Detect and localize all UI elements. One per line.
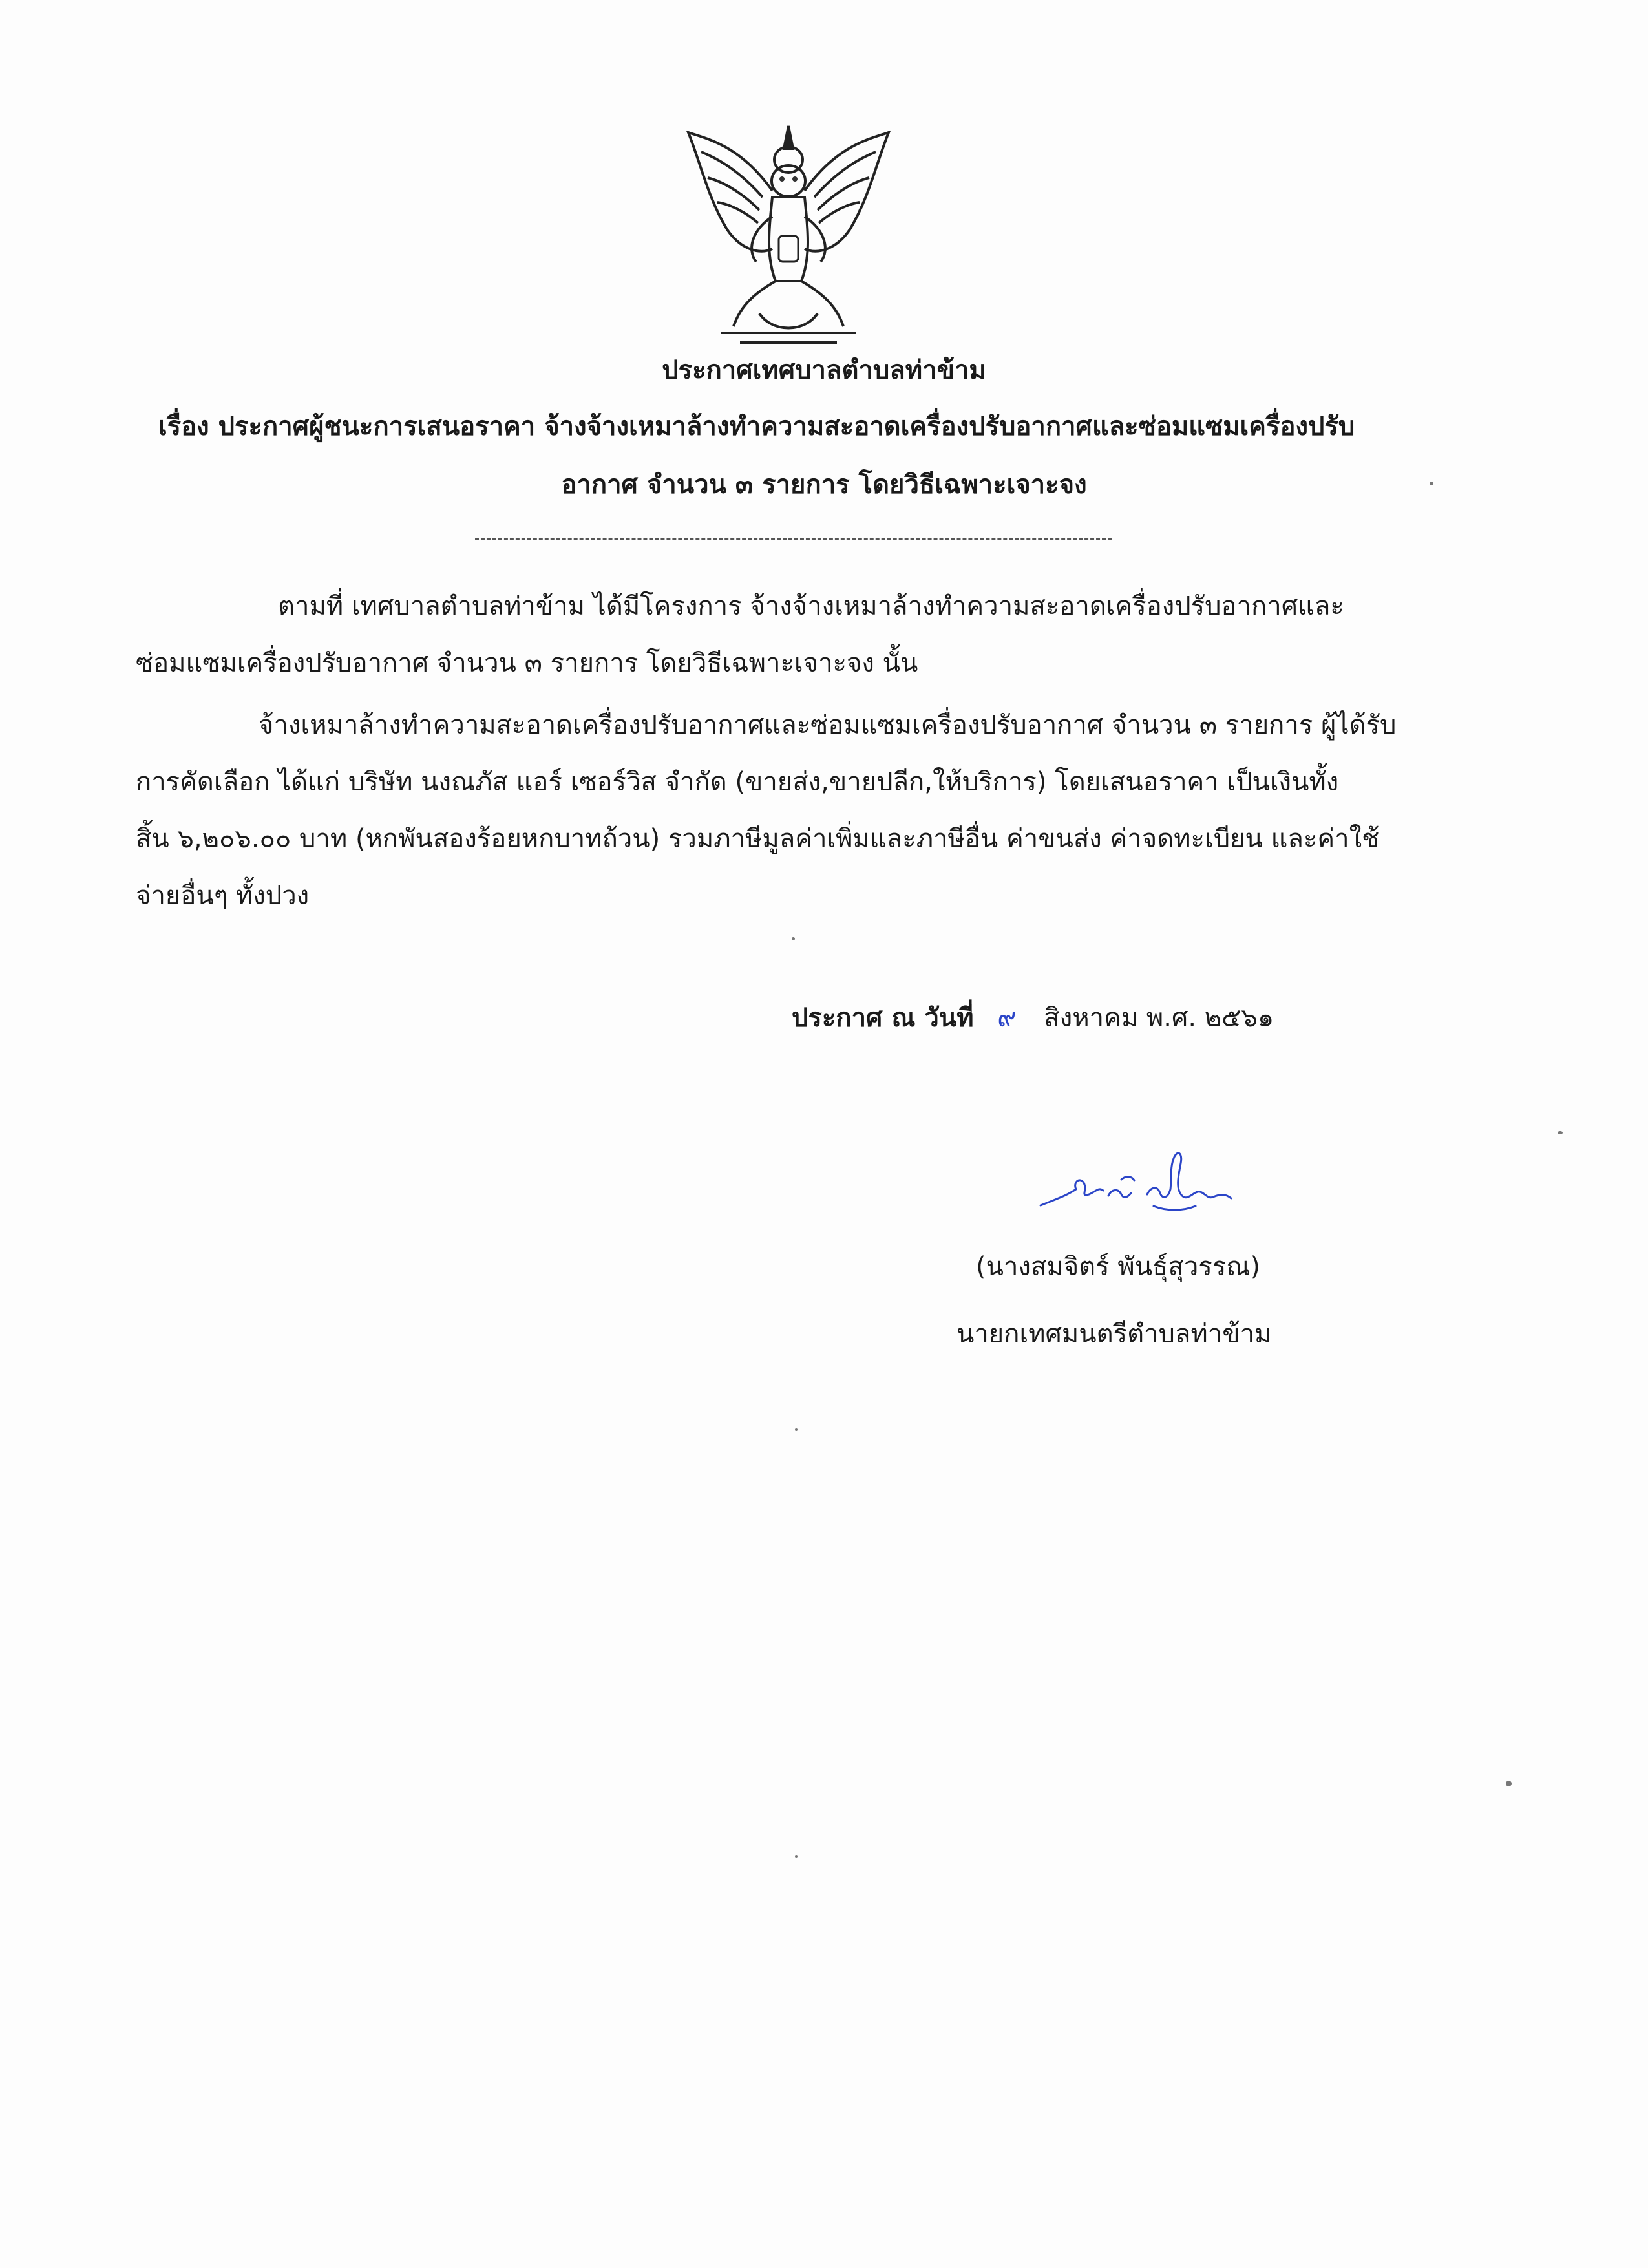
divider-line: [475, 538, 1112, 540]
paragraph-2-line-4: จ่ายอื่นๆ ทั้งปวง: [136, 881, 310, 911]
signatory-position: นายกเทศมนตรีตำบลท่าข้าม: [956, 1319, 1272, 1349]
scan-speck: [792, 937, 795, 940]
garuda-emblem: [682, 120, 895, 349]
scan-speck: [795, 1428, 798, 1431]
subject-line-2: อากาศ จำนวน ๓ รายการ โดยวิธีเฉพาะเจาะจง: [561, 470, 1087, 500]
paragraph-1-line-2: ซ่อมแซมเครื่องปรับอากาศ จำนวน ๓ รายการ โดยวิธีเฉพาะเจาะจง นั้น: [136, 648, 918, 678]
scan-speck: [1430, 482, 1433, 485]
paragraph-2-line-3: สิ้น ๖,๒๐๖.๐๐ บาท (หกพันสองร้อยหกบาทถ้วน) รวมภาษีมูลค่าเพิ่มและภาษีอื่น ค่าขนส่ง ค่าจดทะเบียน และค่าใช้: [136, 824, 1380, 854]
scan-speck: [795, 1855, 798, 1858]
document-title: ประกาศเทศบาลตำบลท่าข้าม: [662, 355, 986, 385]
scan-speck: [1506, 1781, 1512, 1786]
date-day: ๙: [997, 1003, 1017, 1033]
scan-speck: [1558, 1131, 1563, 1134]
date-prefix: ประกาศ ณ วันที่: [792, 1003, 974, 1033]
paragraph-2-line-2: การคัดเลือก ได้แก่ บริษัท นงณภัส แอร์ เซอร์วิส จำกัด (ขายส่ง,ขายปลีก,ให้บริการ) โดยเสนอราคา เป็นเงินทั้ง: [136, 767, 1339, 797]
date-month-year: สิงหาคม พ.ศ. ๒๕๖๑: [1044, 1003, 1274, 1033]
announcement-date: [792, 1000, 1274, 1036]
handwritten-signature: [1037, 1144, 1244, 1222]
paragraph-2-line-1: จ้างเหมาล้างทำความสะอาดเครื่องปรับอากาศและซ่อมแซมเครื่องปรับอากาศ จำนวน ๓ รายการ ผู้ได้รับ: [259, 710, 1397, 740]
paragraph-1-line-1: ตามที่ เทศบาลตำบลท่าข้าม ได้มีโครงการ จ้างจ้างเหมาล้างทำความสะอาดเครื่องปรับอากาศและ: [278, 591, 1344, 621]
signatory-name: (นางสมจิตร์ พันธุ์สุวรรณ): [976, 1252, 1261, 1282]
subject-line-1: เรื่อง ประกาศผู้ชนะการเสนอราคา จ้างจ้างเหมาล้างทำความสะอาดเครื่องปรับอากาศและซ่อมแซมเครื่องปรับ: [158, 412, 1355, 441]
